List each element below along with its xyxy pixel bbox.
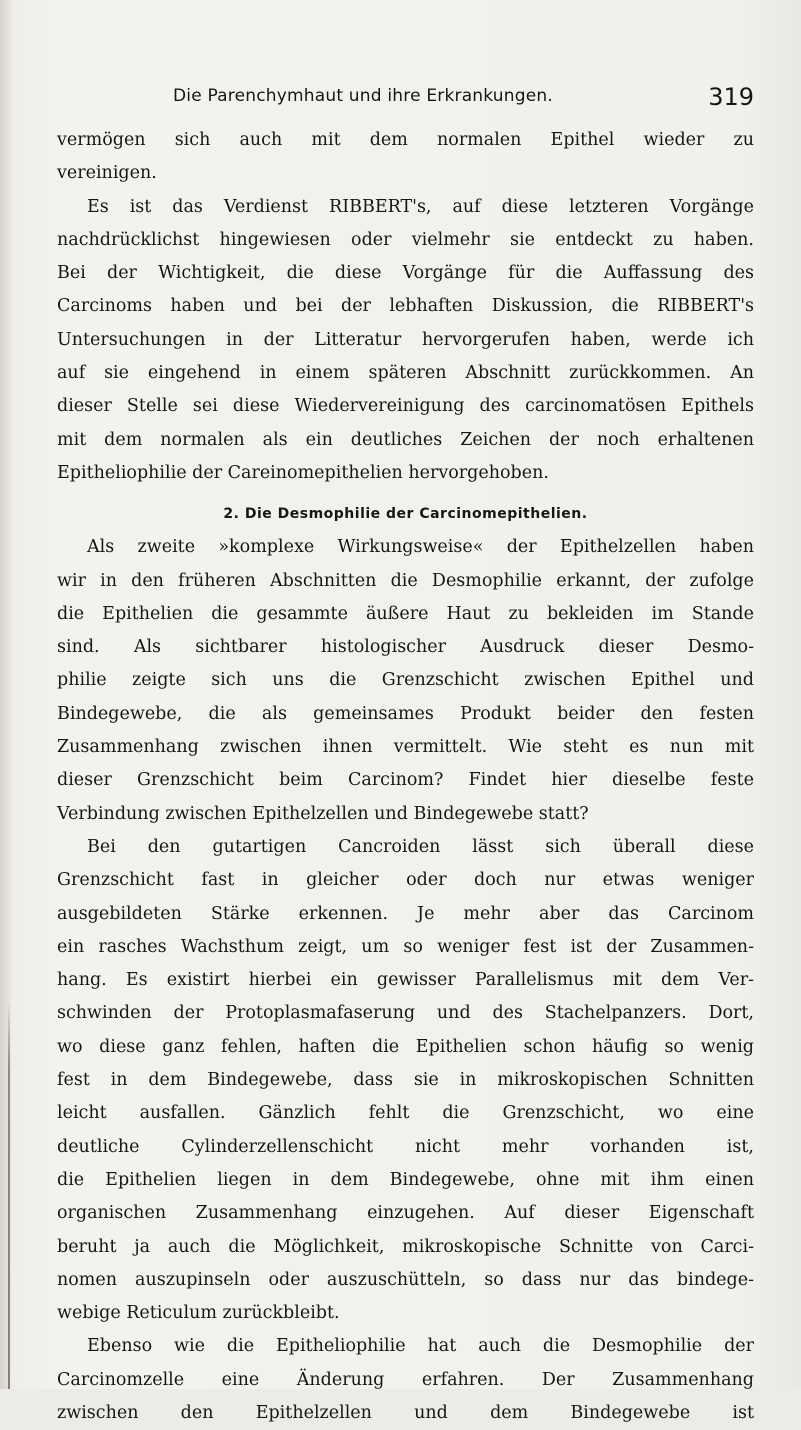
text-line: ein rasches Wachsthum zeigt, um so weniger fest ist der Zusammen- <box>57 936 754 957</box>
text-line: Zusammenhang zwischen ihnen vermittelt. Wie steht es nun mit <box>57 737 754 758</box>
text-line: wir in den früheren Abschnitten die Desmophilie erkannt, der zufolge <box>57 570 754 591</box>
text-line: Verbindung zwischen Epithelzellen und Bindegewebe statt? <box>57 803 589 824</box>
running-header <box>57 83 754 116</box>
body-text <box>57 124 754 1430</box>
text-line: leicht ausfallen. Gänzlich fehlt die Grenzschicht, wo eine <box>57 1103 754 1124</box>
text-line: nachdrücklichst hingewiesen oder vielmehr sie entdeckt zu haben. <box>57 229 754 250</box>
text-line: vermögen sich auch mit dem normalen Epithel wieder zu <box>57 130 754 150</box>
text-line: deutliche Cylinderzellenschicht nicht mehr vorhanden ist, <box>57 1136 754 1157</box>
text-line: Bei den gutartigen Cancroiden lässt sich überall diese <box>87 836 754 857</box>
text-line: nomen auszupinseln oder auszuschütteln, so dass nur das bindege- <box>57 1269 754 1290</box>
text-line: die Epithelien liegen in dem Bindegewebe, ohne mit ihm einen <box>57 1169 754 1190</box>
text-line: auf sie eingehend in einem späteren Abschnitt zurückkommen. An <box>57 363 754 384</box>
text-line: sind. Als sichtbarer histologischer Ausdruck dieser Desmo- <box>57 637 754 658</box>
text-line: beruht ja auch die Möglichkeit, mikroskopische Schnitte von Carci- <box>57 1236 754 1257</box>
text-line: zwischen den Epithelzellen und dem Bindegewebe ist <box>57 1402 754 1423</box>
text-line: wo diese ganz fehlen, haften die Epithelien schon häufig so wenig <box>57 1036 754 1057</box>
page-gutter-shadow <box>0 0 12 1389</box>
text-line: dieser Grenzschicht beim Carcinom? Findet hier dieselbe feste <box>57 770 754 791</box>
text-line: Bei der Wichtigkeit, die diese Vorgänge für die Auffassung des <box>57 263 754 284</box>
text-line: Als zweite »komplexe Wirkungsweise« der Epithelzellen haben <box>87 537 754 558</box>
text-line: Carcinomzelle eine Änderung erfahren. Der Zusammenhang <box>57 1369 754 1390</box>
text-line: Ebenso wie die Epitheliophilie hat auch die Desmophilie der <box>87 1336 754 1357</box>
text-line: die Epithelien die gesammte äußere Haut zu bekleiden im Stande <box>57 603 754 624</box>
text-line: Es ist das Verdienst RIBBERT's, auf diese letzteren Vorgänge <box>87 196 754 217</box>
text-line: ausgebildeten Stärke erkennen. Je mehr aber das Carcinom <box>57 903 754 924</box>
text-line: hang. Es existirt hierbei ein gewisser Parallelismus mit dem Ver- <box>57 970 754 991</box>
page-number: 319 <box>708 83 754 111</box>
text-line: schwinden der Protoplasmafaserung und des Stachelpanzers. Dort, <box>57 1003 754 1024</box>
text-line: Epitheliophilie der Careinomepithelien hervorgehoben. <box>57 462 549 483</box>
text-line: webige Reticulum zurückbleibt. <box>57 1303 340 1324</box>
text-line: vereinigen. <box>57 163 157 184</box>
text-line: Bindegewebe, die als gemeinsames Produkt beider den festen <box>57 703 754 724</box>
text-line: philie zeigte sich uns die Grenzschicht zwischen Epithel und <box>57 670 754 691</box>
text-line: organischen Zusammenhang einzugehen. Auf dieser Eigenschaft <box>57 1203 754 1224</box>
text-line: Carcinoms haben und bei der lebhaften Diskussion, die RIBBERT's <box>57 296 754 317</box>
text-line: Untersuchungen in der Litteratur hervorgerufen haben, werde ich <box>57 329 754 350</box>
text-line: dieser Stelle sei diese Wiedervereinigung des carcinomatösen Epithels <box>57 396 754 417</box>
text-line: mit dem normalen als ein deutliches Zeichen der noch erhaltenen <box>57 429 754 450</box>
section-heading: 2. Die Desmophilie der Carcinomepithelien. <box>223 506 588 523</box>
text-line: Grenzschicht fast in gleicher oder doch nur etwas weniger <box>57 870 754 891</box>
running-title: Die Parenchymhaut und ihre Erkrankungen. <box>173 86 553 106</box>
margin-line <box>8 1000 10 1389</box>
text-line: fest in dem Bindegewebe, dass sie in mikroskopischen Schnitten <box>57 1070 754 1091</box>
